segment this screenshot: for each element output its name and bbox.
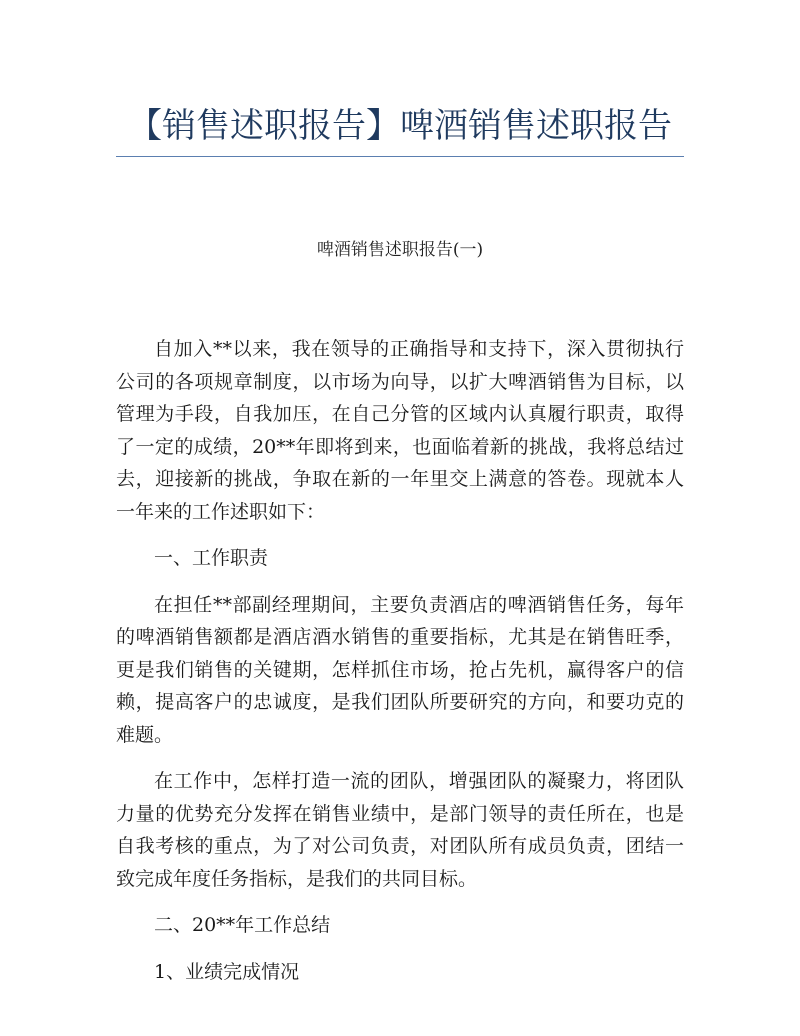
document-body <box>116 333 684 988</box>
duties-paragraph: 在担任**部副经理期间，主要负责酒店的啤酒销售任务，每年的啤酒销售额都是酒店酒水销售的重要指标，尤其是在销售旺季，更是我们销售的关键期，怎样抓住市场，抢占先机，赢得客户的信赖，提高客户的忠诚度，是我们团队所要研究的方向，和要功克的难题。 <box>116 593 684 746</box>
heading-job-duties: 一、工作职责 <box>154 547 269 569</box>
heading-performance: 1、业绩完成情况 <box>154 960 300 983</box>
team-paragraph: 在工作中，怎样打造一流的团队，增强团队的凝聚力，将团队力量的优势充分发挥在销售业绩中，是部门领导的责任所在，也是自我考核的重点，为了对公司负责，对团队所有成员负责，团结一致完成年度任务指标，是我们的共同目标。 <box>116 770 684 890</box>
title-underline <box>116 156 684 157</box>
document-title: 【销售述职报告】啤酒销售述职报告 <box>128 106 672 146</box>
intro-paragraph: 自加入**以来，我在领导的正确指导和支持下，深入贯彻执行公司的各项规章制度，以市场为向导，以扩大啤酒销售为目标，以管理为手段，自我加压，在自己分管的区域内认真履行职责，取得了一定的成绩，20**年即将到来，也面临着新的挑战，我将总结过去，迎接新的挑战，争取在新的一年里交上满意的答卷。现就本人一年来的工作述职如下： <box>116 338 684 523</box>
heading-work-summary: 二、20**年工作总结 <box>154 914 331 936</box>
section-subtitle: 啤酒销售述职报告(一) <box>316 240 484 260</box>
